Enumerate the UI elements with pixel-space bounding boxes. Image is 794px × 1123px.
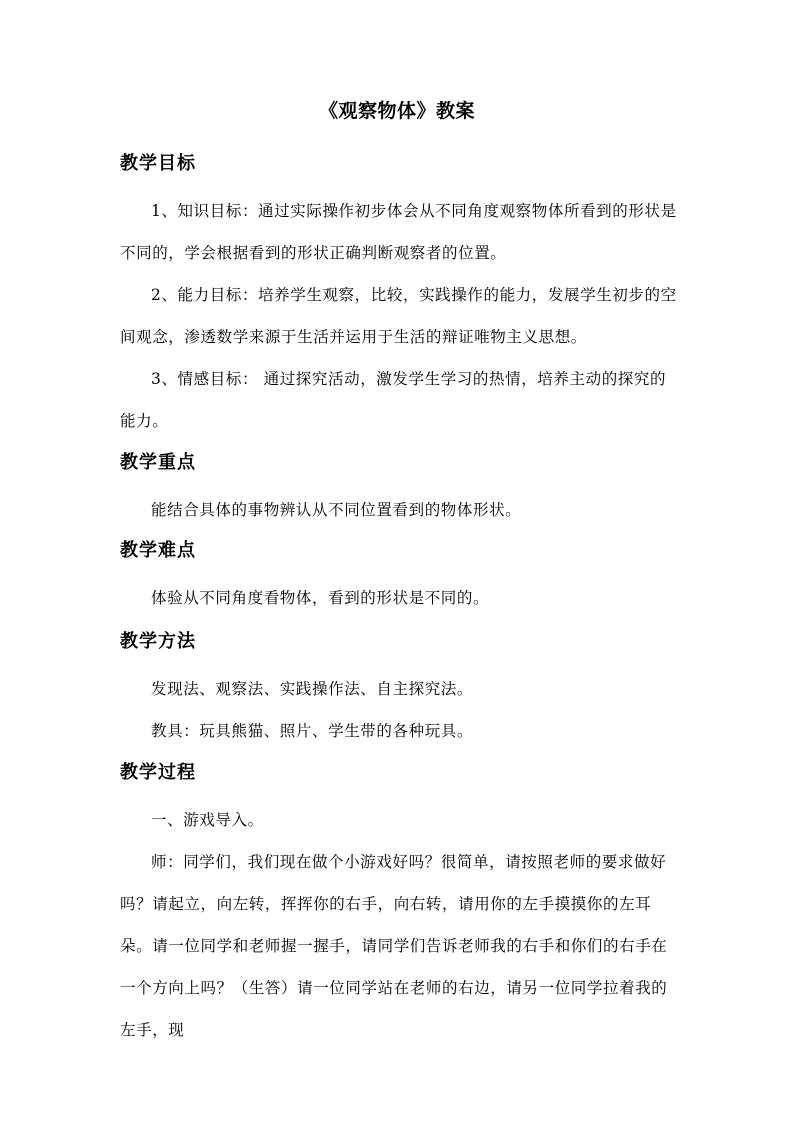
heading-process: 教学过程	[120, 762, 196, 783]
goal-ability-paragraph: 2、能力目标：培养学生观察，比较，实践操作的能力，发展学生初步的空间观念，渗透数学来源于生活并运用于生活的辩证唯物主义思想。	[120, 286, 677, 346]
heading-key-points: 教学重点	[120, 452, 196, 473]
page-title: 《观察物体》教案	[318, 100, 475, 122]
process-step1: 一、游戏导入。	[151, 811, 264, 829]
key-points-paragraph: 能结合具体的事物辨认从不同位置看到的物体形状。	[151, 501, 522, 519]
heading-teaching-goals: 教学目标	[120, 153, 196, 174]
goal-knowledge-paragraph: 1、知识目标：通过实际操作初步体会从不同角度观察物体所看到的形状是不同的，学会根据看到的形状正确判断观察者的位置。	[120, 202, 677, 262]
difficulties-paragraph: 体验从不同角度看物体，看到的形状是不同的。	[151, 589, 490, 607]
heading-methods: 教学方法	[120, 631, 196, 652]
tools-paragraph: 教具：玩具熊猫、照片、学生带的各种玩具。	[151, 722, 474, 740]
goal-emotion-paragraph: 3、情感目标： 通过探究活动，激发学生学习的热情，培养主动的探究的能力。	[120, 370, 667, 430]
methods-paragraph: 发现法、观察法、实践操作法、自主探究法。	[151, 680, 474, 698]
heading-difficulties: 教学难点	[120, 540, 196, 561]
process-dialogue-paragraph: 师：同学们，我们现在做个小游戏好吗？很简单，请按照老师的要求做好吗？请起立，向左转，挥挥你的右手，向右转，请用你的左手摸摸你的左耳朵。请一位同学和老师握一握手，请同学们告诉老师我的右手和你们的右手在一个方向上吗？（生答）请一位同学站在老师的右边，请另一位同学拉着我的左手，现	[120, 853, 668, 1039]
